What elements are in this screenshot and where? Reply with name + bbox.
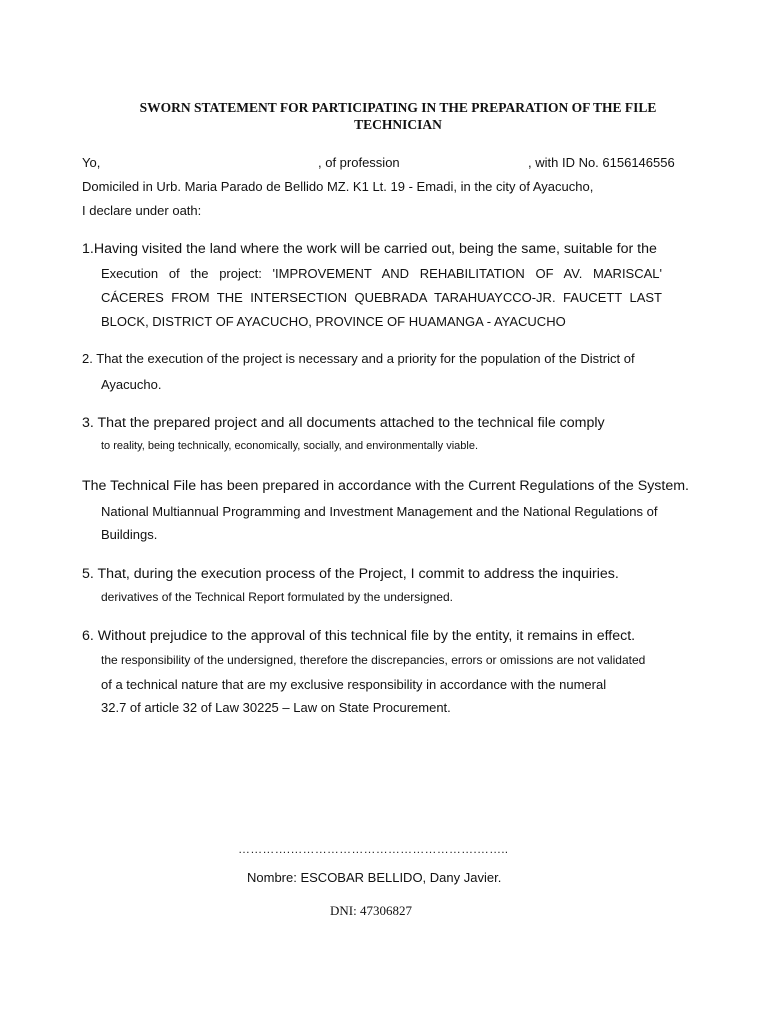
item1-line1: 1.Having visited the land where the work will be carried out, being the same, suitable for the <box>82 241 657 257</box>
intro-domicile: Domiciled in Urb. Maria Parado de Bellido MZ. K1 Lt. 19 - Emadi, in the city of Ayacucho, <box>82 179 594 194</box>
item6-line1: 6. Without prejudice to the approval of this technical file by the entity, it remains in effect. <box>82 628 636 644</box>
item3-line1: 3. That the prepared project and all documents attached to the technical file comply <box>82 415 605 431</box>
signer-dni: DNI: 47306827 <box>330 903 412 918</box>
title-line-2: TECHNICIAN <box>354 117 442 132</box>
item4-line2: National Multiannual Programming and Investment Management and the National Regulations of <box>101 504 658 519</box>
signature-line: ………….……………………………………….…….. <box>238 842 509 856</box>
item2-line2: Ayacucho. <box>101 377 162 392</box>
intro-profession: , of profession <box>318 155 400 170</box>
item6-line4: 32.7 of article 32 of Law 30225 – Law on State Procurement. <box>101 700 451 715</box>
item4-line3: Buildings. <box>101 527 158 542</box>
item2-line1: 2. That the execution of the project is necessary and a priority for the population of the District of <box>82 351 635 366</box>
item1-line3: CÁCERES FROM THE INTERSECTION QUEBRADA TARAHUAYCCO-JR. FAUCETT LAST <box>101 290 662 305</box>
item6-line3: of a technical nature that are my exclusive responsibility in accordance with the numeral <box>101 677 607 692</box>
item5-line1: 5. That, during the execution process of the Project, I commit to address the inquiries. <box>82 566 619 582</box>
intro-declare: I declare under oath: <box>82 203 202 218</box>
title-line-1: SWORN STATEMENT FOR PARTICIPATING IN THE PREPARATION OF THE FILE <box>139 100 657 115</box>
document-title <box>80 99 716 133</box>
item1-line4: BLOCK, DISTRICT OF AYACUCHO, PROVINCE OF HUAMANGA - AYACUCHO <box>101 314 566 329</box>
intro-yo: Yo, <box>82 155 101 170</box>
item6-line2: the responsibility of the undersigned, therefore the discrepancies, errors or omissions are not validated <box>101 653 646 667</box>
item4-line1: The Technical File has been prepared in accordance with the Current Regulations of the System. <box>82 478 689 494</box>
item5-line2: derivatives of the Technical Report formulated by the undersigned. <box>101 590 453 604</box>
intro-id: , with ID No. 6156146556 <box>528 155 675 170</box>
signer-name: Nombre: ESCOBAR BELLIDO, Dany Javier. <box>247 870 502 885</box>
item1-line2: Execution of the project: 'IMPROVEMENT AND REHABILITATION OF AV. MARISCAL' <box>101 266 662 281</box>
item3-line2: to reality, being technically, economically, socially, and environmentally viable. <box>101 440 479 452</box>
